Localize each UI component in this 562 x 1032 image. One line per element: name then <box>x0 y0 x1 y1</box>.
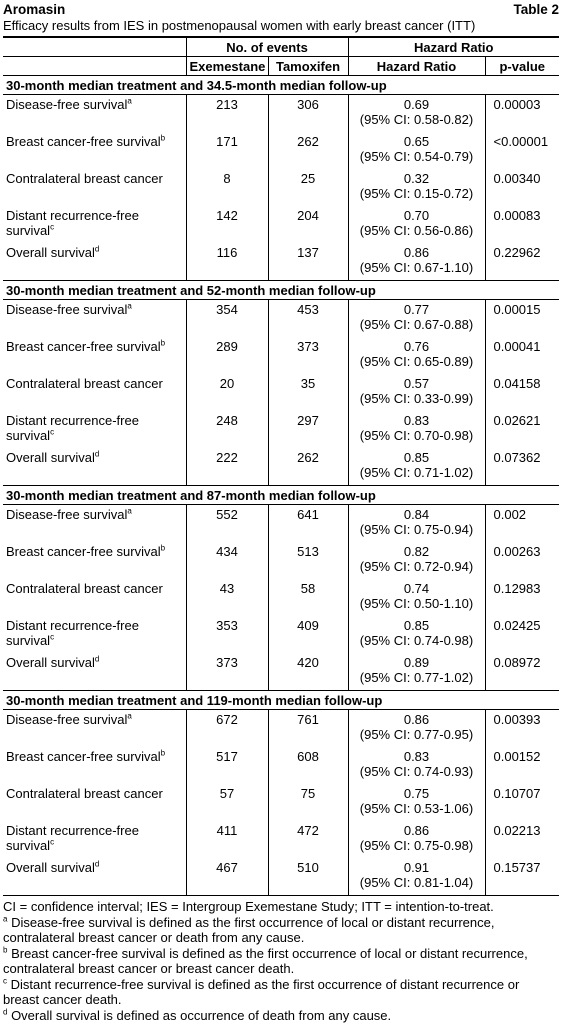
exemestane-events: 672 <box>186 710 268 748</box>
exemestane-events: 552 <box>186 505 268 543</box>
exemestane-events: 517 <box>186 747 268 784</box>
p-value-cell: 0.00083 <box>485 206 559 243</box>
endpoint-label: Overall survival <box>6 450 95 465</box>
tamoxifen-events: 262 <box>268 132 348 169</box>
exemestane-events: 171 <box>186 132 268 169</box>
endpoint-footnote-mark: c <box>50 837 55 847</box>
endpoint-label: Breast cancer-free survival <box>6 544 161 559</box>
tamoxifen-events: 373 <box>268 337 348 374</box>
hazard-ratio-value: 0.89 <box>403 655 430 670</box>
footnotes <box>3 896 559 1023</box>
endpoint-label: Distant recurrence-free survival <box>6 413 139 443</box>
p-value-cell: 0.00041 <box>485 337 559 374</box>
hazard-ratio-cell <box>348 337 485 374</box>
exemestane-events: 411 <box>186 821 268 858</box>
section-title: 30-month median treatment and 52-month median follow-up <box>3 281 559 300</box>
endpoint-label: Contralateral breast cancer <box>6 376 163 391</box>
endpoint-cell <box>3 337 186 374</box>
table-row <box>3 542 559 579</box>
header-tamoxifen: Tamoxifen <box>268 57 348 76</box>
endpoint-footnote-mark: d <box>94 859 100 869</box>
endpoint-cell <box>3 821 186 858</box>
p-value-cell: 0.15737 <box>485 858 559 896</box>
tamoxifen-events: 35 <box>268 374 348 411</box>
footnote-abbrev: CI = confidence interval; IES = Intergroup Exemestane Study; ITT = intention-to-treat. <box>3 899 494 914</box>
hazard-ratio-value: 0.85 <box>403 450 430 465</box>
group-header-row <box>3 38 559 57</box>
p-value-cell: 0.10707 <box>485 784 559 821</box>
hazard-ratio-value: 0.86 <box>403 245 430 260</box>
endpoint-footnote-mark: b <box>160 133 166 143</box>
hazard-ratio-value: 0.84 <box>403 507 430 522</box>
endpoint-label: Overall survival <box>6 245 95 260</box>
table-body <box>3 76 559 896</box>
footnote-c <box>3 977 559 1008</box>
endpoint-cell <box>3 300 186 338</box>
endpoint-footnote-mark: d <box>94 244 100 254</box>
section-title: 30-month median treatment and 119-month median follow-up <box>3 691 559 710</box>
table-row <box>3 374 559 411</box>
hazard-ratio-cell <box>348 374 485 411</box>
p-value-cell: 0.02213 <box>485 821 559 858</box>
endpoint-label: Breast cancer-free survival <box>6 339 161 354</box>
p-value-cell: 0.00015 <box>485 300 559 338</box>
confidence-interval: (95% CI: 0.71-1.02) <box>359 465 474 480</box>
hazard-ratio-cell <box>348 411 485 448</box>
hazard-ratio-value: 0.75 <box>403 786 430 801</box>
hazard-ratio-value: 0.77 <box>403 302 430 317</box>
hazard-ratio-cell <box>348 132 485 169</box>
hazard-ratio-value: 0.32 <box>403 171 430 186</box>
endpoint-cell <box>3 616 186 653</box>
table-row <box>3 653 559 691</box>
endpoint-cell <box>3 206 186 243</box>
confidence-interval: (95% CI: 0.33-0.99) <box>359 391 474 406</box>
confidence-interval: (95% CI: 0.50-1.10) <box>359 596 474 611</box>
hazard-ratio-cell <box>348 616 485 653</box>
table-row <box>3 858 559 896</box>
tamoxifen-events: 306 <box>268 95 348 133</box>
endpoint-label: Distant recurrence-free survival <box>6 618 139 648</box>
tamoxifen-events: 761 <box>268 710 348 748</box>
section-header-row <box>3 76 559 95</box>
p-value-cell: 0.02621 <box>485 411 559 448</box>
efficacy-table <box>3 38 559 896</box>
table-row <box>3 169 559 206</box>
exemestane-events: 116 <box>186 243 268 281</box>
footnote-text: Overall survival is defined as occurrence of death from any cause. <box>7 1007 392 1023</box>
table-row <box>3 616 559 653</box>
endpoint-label: Overall survival <box>6 860 95 875</box>
table-row <box>3 505 559 543</box>
table-row <box>3 95 559 133</box>
table-caption: Efficacy results from IES in postmenopausal women with early breast cancer (ITT) <box>3 18 559 38</box>
endpoint-label: Breast cancer-free survival <box>6 134 161 149</box>
header-exemestane: Exemestane <box>186 57 268 76</box>
tamoxifen-events: 472 <box>268 821 348 858</box>
document-header <box>3 2 559 18</box>
confidence-interval: (95% CI: 0.15-0.72) <box>359 186 474 201</box>
endpoint-cell <box>3 747 186 784</box>
tamoxifen-events: 204 <box>268 206 348 243</box>
endpoint-cell <box>3 784 186 821</box>
footnote-text: Breast cancer-free survival is defined as the first occurrence of local or distant recurrence, contralateral breast cancer or breast cancer death. <box>3 945 528 976</box>
hazard-ratio-value: 0.65 <box>403 134 430 149</box>
endpoint-cell <box>3 448 186 486</box>
header-hazard-ratio: Hazard Ratio <box>348 57 485 76</box>
endpoint-footnote-mark: d <box>94 449 100 459</box>
exemestane-events: 43 <box>186 579 268 616</box>
confidence-interval: (95% CI: 0.67-0.88) <box>359 317 474 332</box>
footnote-mark: c <box>3 976 7 986</box>
exemestane-events: 467 <box>186 858 268 896</box>
exemestane-events: 354 <box>186 300 268 338</box>
hazard-ratio-value: 0.70 <box>403 208 430 223</box>
tamoxifen-events: 25 <box>268 169 348 206</box>
hazard-ratio-cell <box>348 821 485 858</box>
endpoint-footnote-mark: c <box>50 632 55 642</box>
hazard-ratio-value: 0.74 <box>403 581 430 596</box>
endpoint-footnote-mark: a <box>127 301 132 311</box>
endpoint-label: Distant recurrence-free survival <box>6 823 139 853</box>
section-title: 30-month median treatment and 34.5-month median follow-up <box>3 76 559 95</box>
tamoxifen-events: 297 <box>268 411 348 448</box>
exemestane-events: 373 <box>186 653 268 691</box>
endpoint-footnote-mark: b <box>160 338 166 348</box>
section-header-row <box>3 486 559 505</box>
endpoint-footnote-mark: b <box>160 748 166 758</box>
tamoxifen-events: 641 <box>268 505 348 543</box>
confidence-interval: (95% CI: 0.53-1.06) <box>359 801 474 816</box>
endpoint-label: Disease-free survival <box>6 507 128 522</box>
footnote-b <box>3 946 559 977</box>
hazard-ratio-cell <box>348 747 485 784</box>
exemestane-events: 248 <box>186 411 268 448</box>
confidence-interval: (95% CI: 0.72-0.94) <box>359 559 474 574</box>
confidence-interval: (95% CI: 0.70-0.98) <box>359 428 474 443</box>
endpoint-footnote-mark: a <box>127 711 132 721</box>
footnote-text: Distant recurrence-free survival is defined as the first occurrence of distant recurrence or breast cancer death. <box>3 976 520 1007</box>
tamoxifen-events: 262 <box>268 448 348 486</box>
endpoint-footnote-mark: c <box>50 427 55 437</box>
confidence-interval: (95% CI: 0.54-0.79) <box>359 149 474 164</box>
endpoint-label: Disease-free survival <box>6 97 128 112</box>
hazard-ratio-cell <box>348 448 485 486</box>
tamoxifen-events: 608 <box>268 747 348 784</box>
exemestane-events: 289 <box>186 337 268 374</box>
p-value-cell: 0.00152 <box>485 747 559 784</box>
hazard-ratio-cell <box>348 206 485 243</box>
p-value-cell: 0.07362 <box>485 448 559 486</box>
p-value-cell: 0.02425 <box>485 616 559 653</box>
footnote-mark: a <box>3 914 8 924</box>
confidence-interval: (95% CI: 0.65-0.89) <box>359 354 474 369</box>
exemestane-events: 142 <box>186 206 268 243</box>
endpoint-label: Contralateral breast cancer <box>6 171 163 186</box>
endpoint-label: Distant recurrence-free survival <box>6 208 139 238</box>
endpoint-footnote-mark: b <box>160 543 166 553</box>
hazard-ratio-cell <box>348 784 485 821</box>
p-value-cell: 0.00263 <box>485 542 559 579</box>
hazard-ratio-value: 0.57 <box>403 376 430 391</box>
table-number: Table 2 <box>513 2 559 17</box>
hazard-ratio-cell <box>348 243 485 281</box>
endpoint-label: Contralateral breast cancer <box>6 581 163 596</box>
table-row <box>3 300 559 338</box>
table-row <box>3 747 559 784</box>
endpoint-label: Disease-free survival <box>6 302 128 317</box>
confidence-interval: (95% CI: 0.74-0.93) <box>359 764 474 779</box>
p-value-cell: 0.12983 <box>485 579 559 616</box>
footnote-mark: b <box>3 945 8 955</box>
endpoint-cell <box>3 95 186 133</box>
column-header-row <box>3 57 559 76</box>
header-blank-2 <box>3 57 186 76</box>
tamoxifen-events: 409 <box>268 616 348 653</box>
hazard-ratio-cell <box>348 505 485 543</box>
table-row <box>3 337 559 374</box>
hazard-ratio-cell <box>348 579 485 616</box>
endpoint-footnote-mark: d <box>94 654 100 664</box>
exemestane-events: 222 <box>186 448 268 486</box>
hazard-ratio-value: 0.69 <box>403 97 430 112</box>
p-value-cell: <0.00001 <box>485 132 559 169</box>
endpoint-cell <box>3 411 186 448</box>
table-row <box>3 411 559 448</box>
table-row <box>3 579 559 616</box>
endpoint-label: Disease-free survival <box>6 712 128 727</box>
hazard-ratio-cell <box>348 653 485 691</box>
hazard-ratio-cell <box>348 300 485 338</box>
tamoxifen-events: 58 <box>268 579 348 616</box>
confidence-interval: (95% CI: 0.75-0.94) <box>359 522 474 537</box>
exemestane-events: 434 <box>186 542 268 579</box>
footnote-d <box>3 1008 559 1024</box>
endpoint-cell <box>3 579 186 616</box>
p-value-cell: 0.002 <box>485 505 559 543</box>
section-header-row <box>3 691 559 710</box>
table-row <box>3 243 559 281</box>
confidence-interval: (95% CI: 0.81-1.04) <box>359 875 474 890</box>
endpoint-cell <box>3 169 186 206</box>
confidence-interval: (95% CI: 0.67-1.10) <box>359 260 474 275</box>
endpoint-cell <box>3 132 186 169</box>
endpoint-cell <box>3 710 186 748</box>
tamoxifen-events: 510 <box>268 858 348 896</box>
endpoint-cell <box>3 542 186 579</box>
endpoint-label: Breast cancer-free survival <box>6 749 161 764</box>
footnote-mark: d <box>3 1007 8 1017</box>
exemestane-events: 57 <box>186 784 268 821</box>
endpoint-label: Contralateral breast cancer <box>6 786 163 801</box>
table-row <box>3 206 559 243</box>
exemestane-events: 213 <box>186 95 268 133</box>
table-row <box>3 710 559 748</box>
endpoint-footnote-mark: c <box>50 222 55 232</box>
endpoint-cell <box>3 653 186 691</box>
confidence-interval: (95% CI: 0.77-1.02) <box>359 670 474 685</box>
hazard-ratio-value: 0.85 <box>403 618 430 633</box>
p-value-cell: 0.08972 <box>485 653 559 691</box>
tamoxifen-events: 513 <box>268 542 348 579</box>
hazard-ratio-cell <box>348 169 485 206</box>
hazard-ratio-value: 0.76 <box>403 339 430 354</box>
table-row <box>3 821 559 858</box>
confidence-interval: (95% CI: 0.75-0.98) <box>359 838 474 853</box>
header-p-value: p-value <box>485 57 559 76</box>
confidence-interval: (95% CI: 0.56-0.86) <box>359 223 474 238</box>
confidence-interval: (95% CI: 0.58-0.82) <box>359 112 474 127</box>
p-value-cell: 0.00340 <box>485 169 559 206</box>
endpoint-cell <box>3 505 186 543</box>
header-blank <box>3 38 186 57</box>
p-value-cell: 0.04158 <box>485 374 559 411</box>
hazard-ratio-cell <box>348 542 485 579</box>
hazard-ratio-value: 0.86 <box>403 712 430 727</box>
endpoint-footnote-mark: a <box>127 506 132 516</box>
table-row <box>3 132 559 169</box>
hazard-ratio-value: 0.86 <box>403 823 430 838</box>
confidence-interval: (95% CI: 0.74-0.98) <box>359 633 474 648</box>
p-value-cell: 0.22962 <box>485 243 559 281</box>
hazard-ratio-cell <box>348 710 485 748</box>
section-title: 30-month median treatment and 87-month median follow-up <box>3 486 559 505</box>
exemestane-events: 20 <box>186 374 268 411</box>
exemestane-events: 353 <box>186 616 268 653</box>
exemestane-events: 8 <box>186 169 268 206</box>
endpoint-cell <box>3 374 186 411</box>
hazard-ratio-value: 0.82 <box>403 544 430 559</box>
footnote-a <box>3 915 559 946</box>
hazard-ratio-cell <box>348 858 485 896</box>
table-row <box>3 784 559 821</box>
p-value-cell: 0.00393 <box>485 710 559 748</box>
endpoint-cell <box>3 243 186 281</box>
tamoxifen-events: 137 <box>268 243 348 281</box>
brand-title: Aromasin <box>3 2 66 17</box>
endpoint-cell <box>3 858 186 896</box>
confidence-interval: (95% CI: 0.77-0.95) <box>359 727 474 742</box>
endpoint-footnote-mark: a <box>127 96 132 106</box>
hazard-ratio-value: 0.83 <box>403 413 430 428</box>
section-header-row <box>3 281 559 300</box>
endpoint-label: Overall survival <box>6 655 95 670</box>
tamoxifen-events: 420 <box>268 653 348 691</box>
tamoxifen-events: 453 <box>268 300 348 338</box>
table-row <box>3 448 559 486</box>
tamoxifen-events: 75 <box>268 784 348 821</box>
hazard-ratio-value: 0.83 <box>403 749 430 764</box>
header-events-group: No. of events <box>186 38 348 57</box>
hazard-ratio-value: 0.91 <box>403 860 430 875</box>
p-value-cell: 0.00003 <box>485 95 559 133</box>
header-hr-group: Hazard Ratio <box>348 38 559 57</box>
hazard-ratio-cell <box>348 95 485 133</box>
footnote-text: Disease-free survival is defined as the first occurrence of local or distant recurrence, contralateral breast cancer or death from any cause. <box>3 914 495 945</box>
